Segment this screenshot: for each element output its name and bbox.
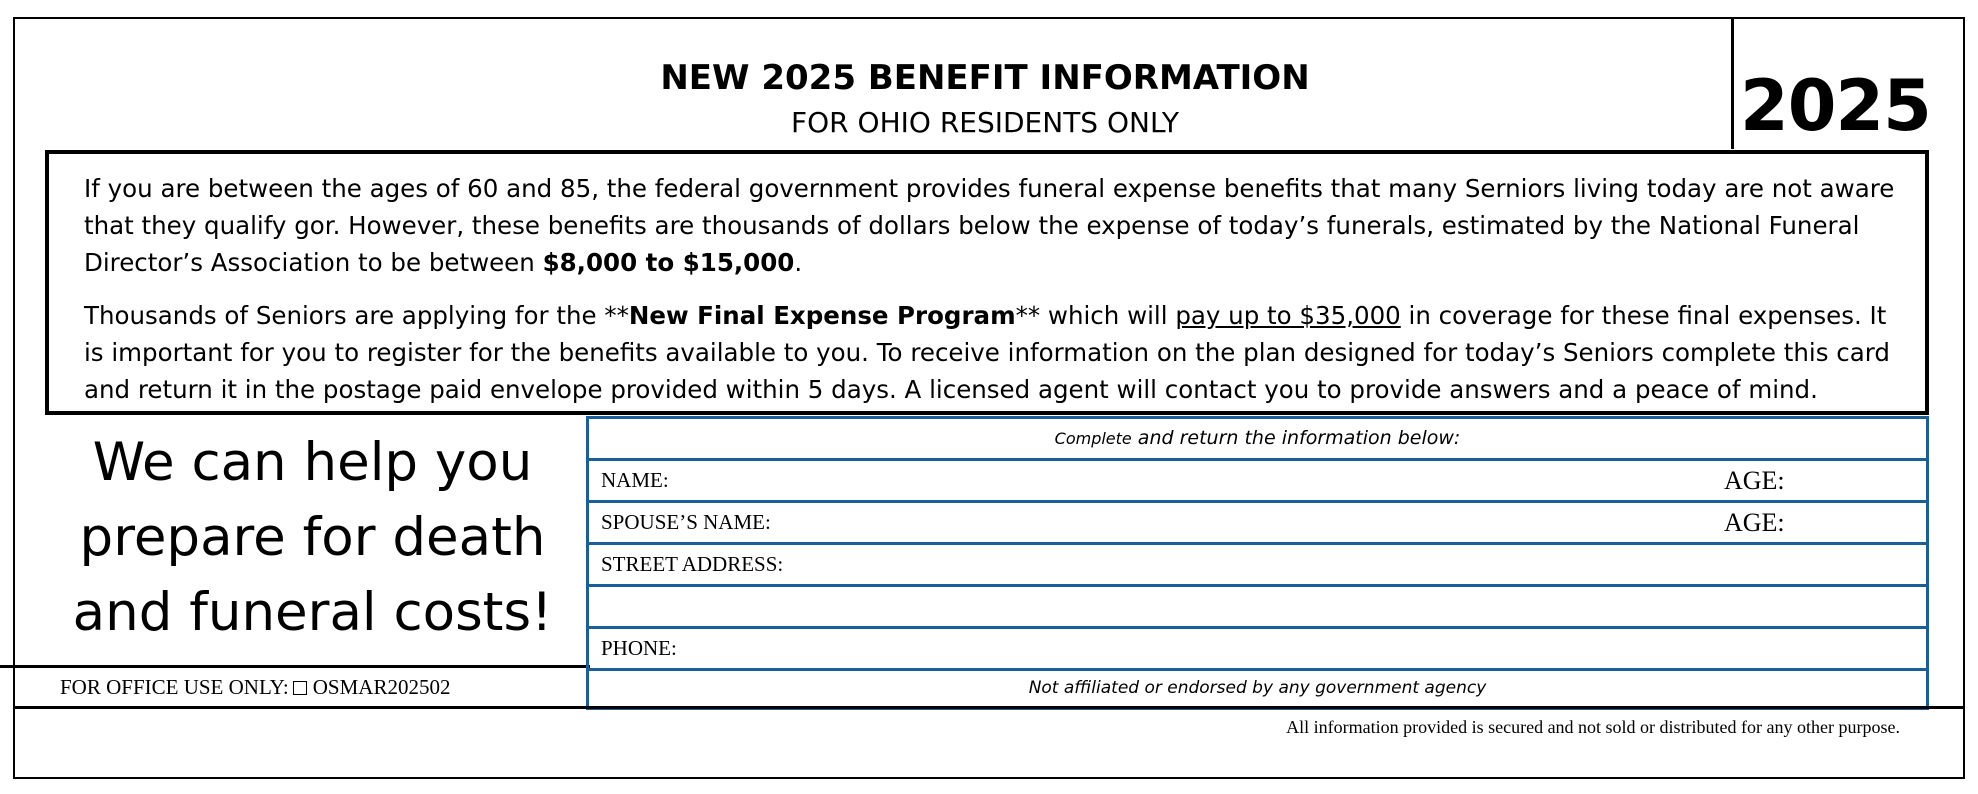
spouse-name-label: SPOUSE’S NAME:: [601, 510, 771, 534]
spouse-name-field[interactable]: [589, 503, 1926, 545]
left-divider-line: [0, 665, 590, 668]
promo-line-3: and funeral costs!: [72, 582, 553, 643]
year-divider: [1731, 17, 1734, 149]
info-paragraph-1: [84, 170, 1895, 281]
age-label: AGE:: [1724, 466, 1785, 495]
form-heading: [589, 419, 1926, 461]
info-p1-cost-range: $8,000 to $15,000: [542, 248, 795, 277]
info-p2-coverage-amount: pay up to $35,000: [1175, 301, 1401, 330]
form-heading-rest: and return the information below:: [1131, 427, 1461, 449]
name-label: NAME:: [601, 468, 669, 492]
promo-line-2: prepare for death: [79, 507, 546, 568]
promo-message: [50, 425, 575, 650]
page-title: NEW 2025 BENEFIT INFORMATION: [660, 58, 1310, 98]
street-address-field[interactable]: [589, 545, 1926, 587]
phone-field[interactable]: [589, 629, 1926, 671]
info-p2-text-2: ** which will: [1015, 301, 1176, 330]
form-disclaimer: Not affiliated or endorsed by any government agency: [1028, 678, 1487, 698]
info-p1-end: .: [794, 248, 803, 277]
office-use-block: [60, 672, 580, 702]
address-line-2-field[interactable]: [589, 587, 1926, 629]
name-field[interactable]: [589, 461, 1926, 503]
phone-label: PHONE:: [601, 636, 677, 660]
info-paragraph-2: [84, 297, 1895, 408]
benefit-info-box: [45, 150, 1929, 415]
street-address-label: STREET ADDRESS:: [601, 552, 784, 576]
year-badge: 2025: [1740, 65, 1931, 147]
office-checkbox[interactable]: [293, 681, 307, 695]
office-code: OSMAR202502: [312, 675, 451, 699]
office-use-label: FOR OFFICE USE ONLY:: [60, 675, 289, 699]
info-p2-program-name: New Final Expense Program: [628, 301, 1016, 330]
form-heading-small: Complete: [1054, 429, 1132, 448]
page-subtitle: FOR OHIO RESIDENTS ONLY: [791, 106, 1179, 139]
info-p2-text-3: in coverage for these final expenses. It is important for you to register for the benefits available to you. To receive information on the plan designed for today’s Seniors complete this card and return it in the postage paid envelope provided within 5 days. A licensed agent will contact you to provide answers and a peace of mind.: [84, 301, 1890, 404]
info-p1-text: If you are between the ages of 60 and 85, the federal government provides funeral expense benefits that many Serniors living today are not aware that they qualify gor. However, these benefits are thousands of dollars below the expense of today’s funerals, estimated by the National Funeral Director’s Association to be between: [84, 174, 1895, 277]
bottom-divider-line: [13, 706, 1965, 709]
promo-line-1: We can help you: [92, 432, 533, 493]
response-form: [586, 416, 1929, 710]
info-p2-text-1: Thousands of Seniors are applying for the **: [84, 301, 629, 330]
security-note: All information provided is secured and not sold or distributed for any other purpose.: [1286, 717, 1900, 737]
spouse-age-label: AGE:: [1724, 508, 1785, 537]
